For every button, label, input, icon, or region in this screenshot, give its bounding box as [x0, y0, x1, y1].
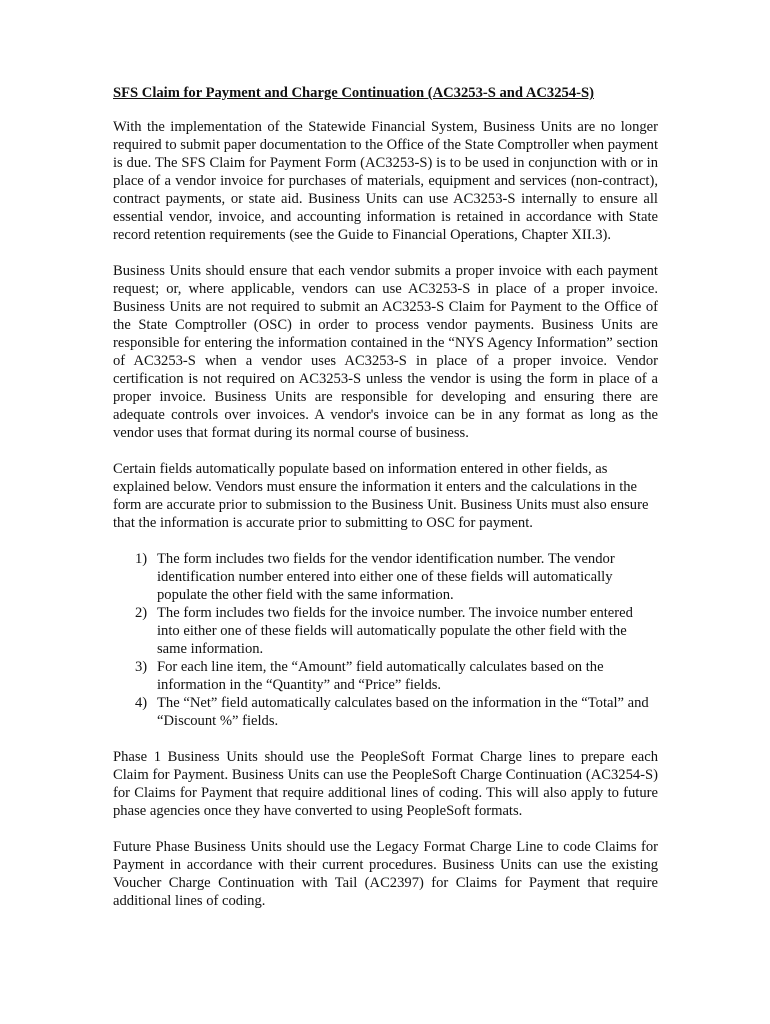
list-item-number: 2): [135, 605, 148, 621]
paragraph-sfs-implementation: With the implementation of the Statewide Financial System, Business Units are no longer required to submit paper documentation to the Office of the State Comptroller when payment is due. The SFS Claim for Payment Form (AC3253-S) is to be used in conjunction with or in place of a vendor invoice for purchases of materials, equipment and services (non-contract), contract payments, or state aid. Business Units can use AC3253-S internally to ensure all essential vendor, invoice, and accounting information is retained in accordance with State record retention requirements (see the Guide to Financial Operations, Chapter XII.3).: [113, 119, 658, 243]
list-item-number: 3): [135, 659, 148, 675]
list-item-text: The form includes two fields for the vendor identification number. The vendor identification number entered into either one of these fields will automatically populate the other field with the same information.: [157, 551, 615, 603]
list-item: [113, 658, 658, 694]
paragraph-auto-populate: Certain fields automatically populate based on information entered in other fields, as explained below. Vendors must ensure the information it enters and the calculations in the form are accurate prior to submission to the Business Unit. Business Units must also ensure that the information is accurate prior to submitting to OSC for payment.: [113, 461, 649, 531]
list-item-text: For each line item, the “Amount” field automatically calculates based on the information in the “Quantity” and “Price” fields.: [157, 659, 604, 693]
paragraph-proper-invoice: Business Units should ensure that each vendor submits a proper invoice with each payment request; or, where applicable, vendors can use AC3253-S in place of a proper invoice. Business Units are not required to submit an AC3253-S Claim for Payment to the Office of the State Comptroller (OSC) in order to process vendor payments. Business Units are responsible for entering the information contained in the “NYS Agency Information” section of AC3253-S when a vendor uses AC3253-S in place of a proper invoice. Vendor certification is not required on AC3253-S unless the vendor is using the form in place of a proper invoice. Business Units are responsible for developing and ensuring there are adequate controls over invoices. A vendor's invoice can be in any format as long as the vendor uses that format during its normal course of business.: [113, 263, 658, 441]
paragraph-future-phase: Future Phase Business Units should use the Legacy Format Charge Line to code Claims for Payment in accordance with their current procedures. Business Units can use the existing Voucher Charge Continuation with Tail (AC2397) for Claims for Payment that require additional lines of coding.: [113, 839, 658, 909]
list-item: [113, 550, 658, 604]
list-item-text: The form includes two fields for the invoice number. The invoice number entered into either one of these fields will automatically populate the other field with the same information.: [157, 605, 633, 657]
document-title: SFS Claim for Payment and Charge Continuation (AC3253-S and AC3254-S): [113, 85, 594, 101]
list-item: [113, 604, 658, 658]
list-item-text: The “Net” field automatically calculates based on the information in the “Total” and “Discount %” fields.: [157, 695, 649, 729]
paragraph-phase-1: Phase 1 Business Units should use the PeopleSoft Format Charge lines to prepare each Claim for Payment. Business Units can use the PeopleSoft Charge Continuation (AC3254-S) for Claims for Payment that require additional lines of coding. This will also apply to future phase agencies once they have converted to using PeopleSoft formats.: [113, 749, 658, 819]
list-item-number: 1): [135, 551, 148, 567]
list-item: [113, 694, 658, 730]
list-item-number: 4): [135, 695, 148, 711]
auto-field-list: [113, 550, 658, 730]
document-page: [113, 84, 658, 928]
